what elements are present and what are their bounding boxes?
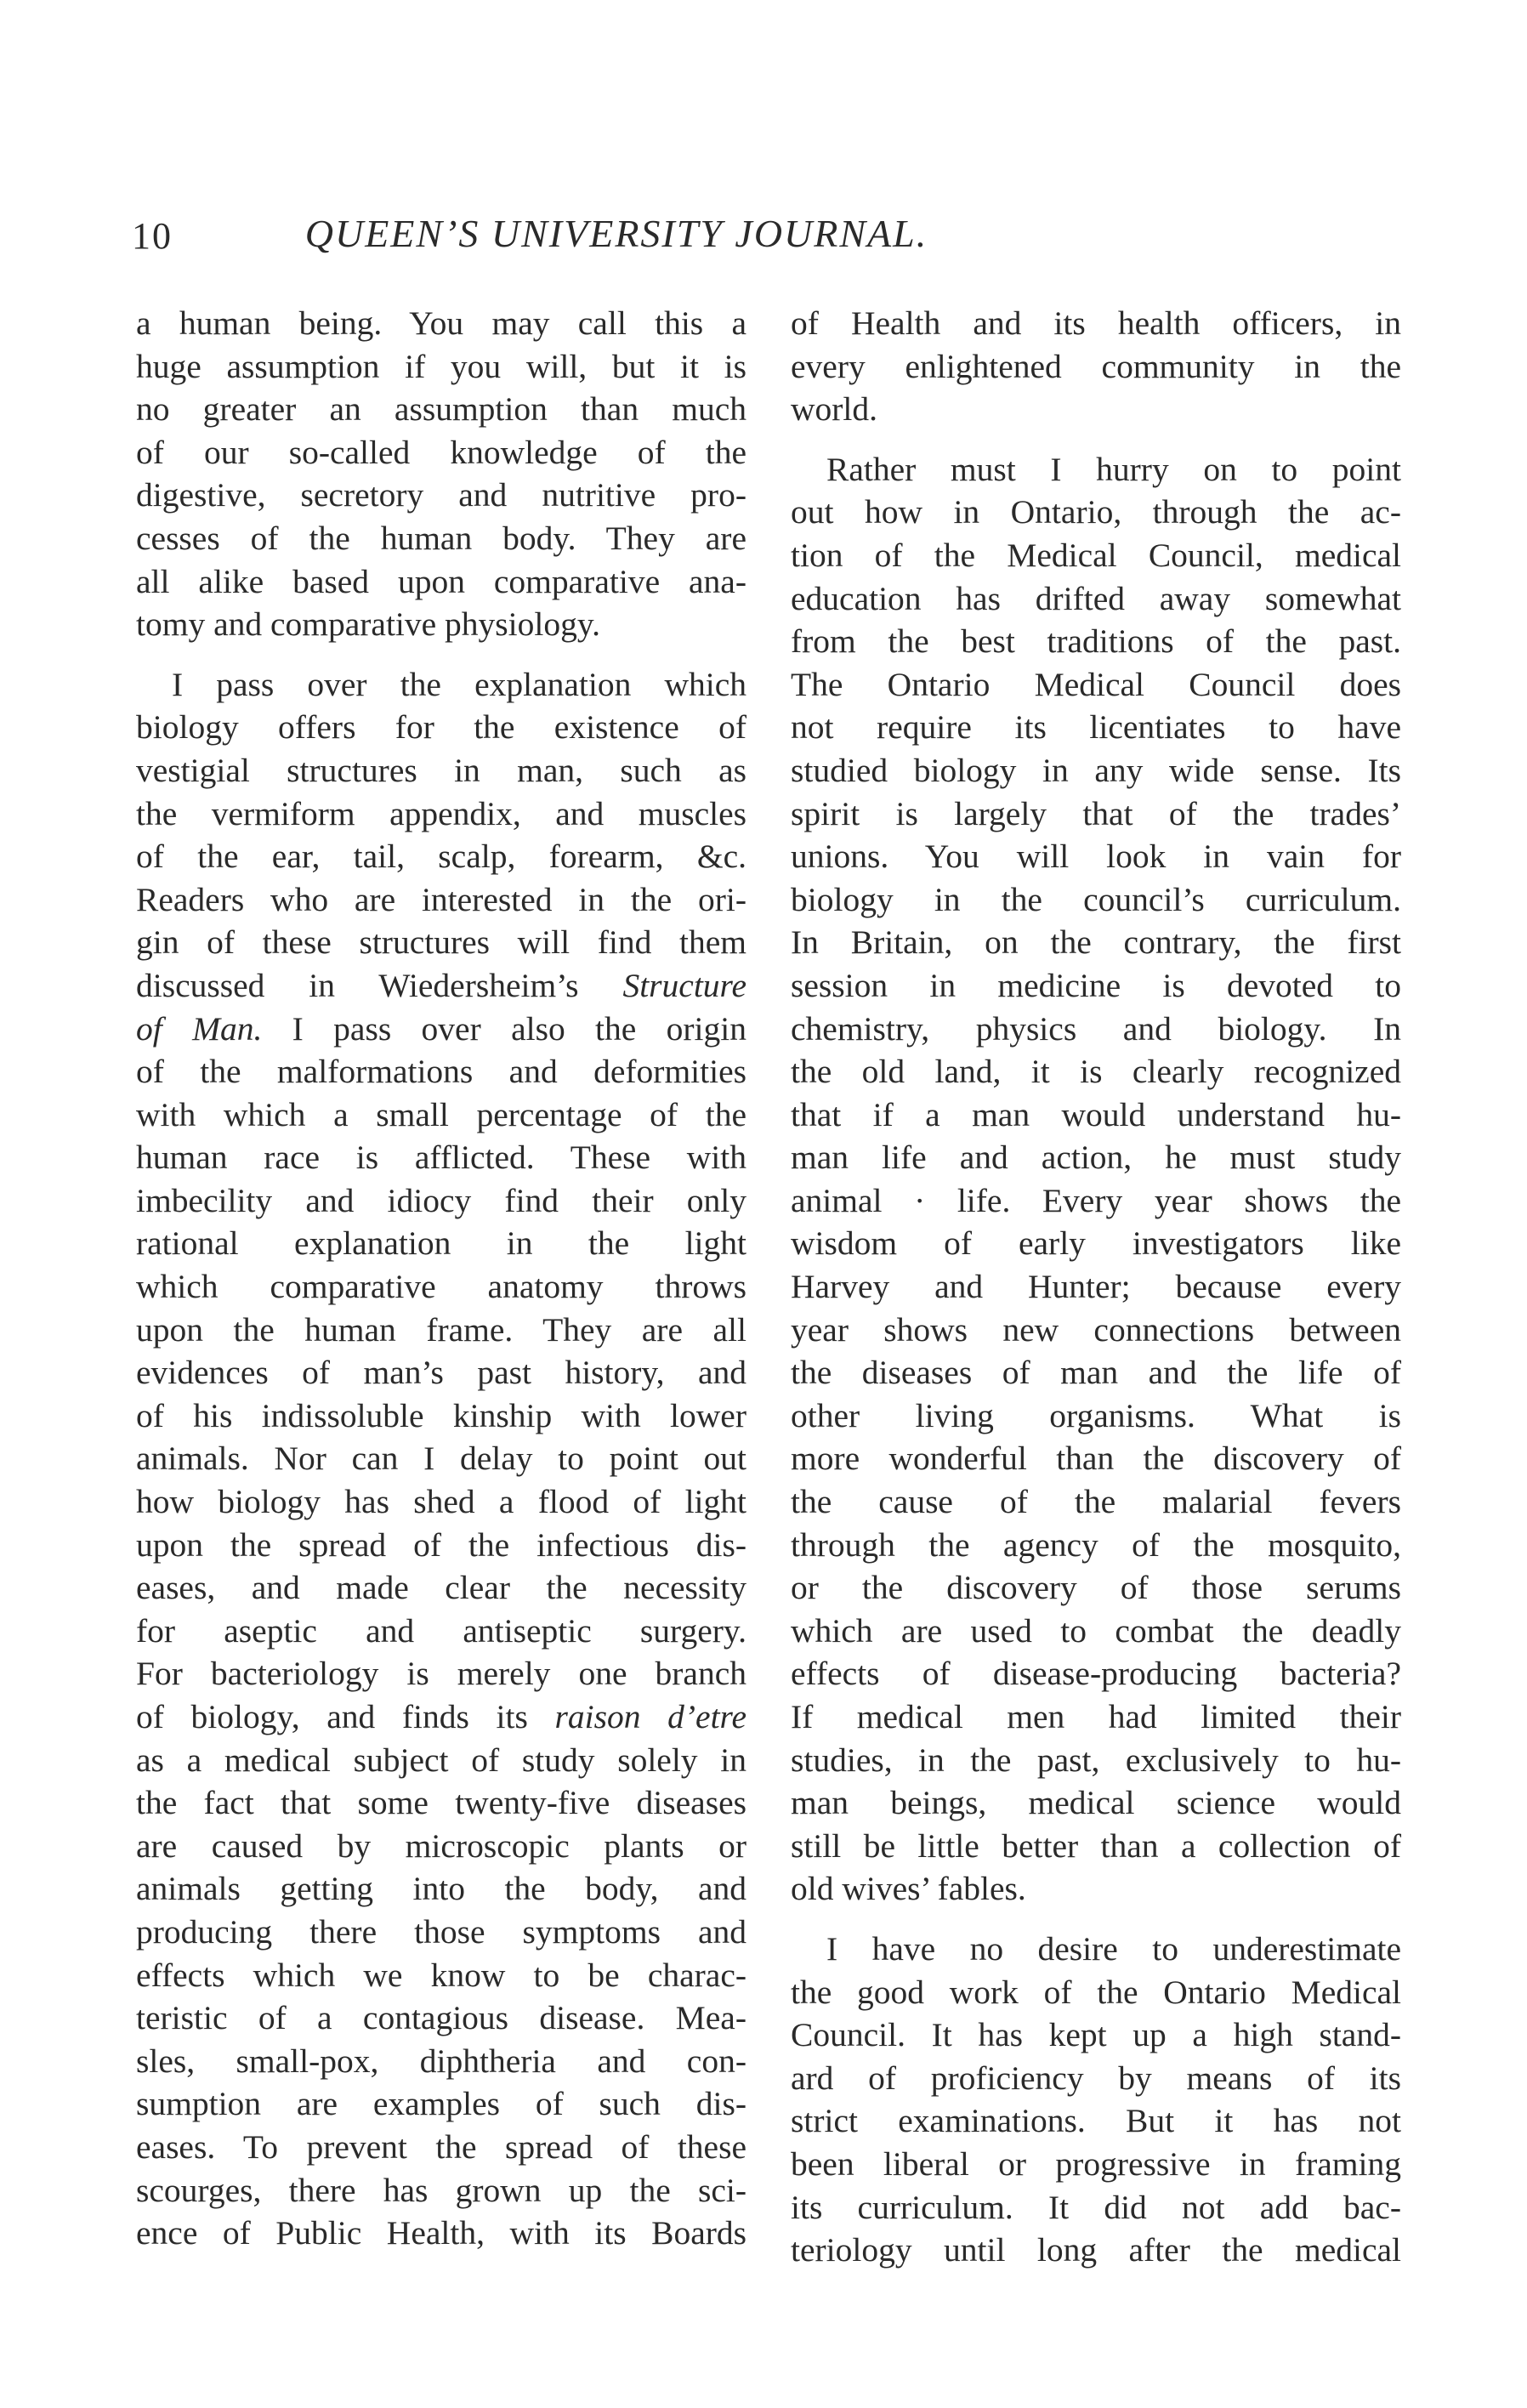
text-line: digestive, secretory and nutritive pro- (136, 476, 746, 514)
text-line: the fact that some twenty-five diseases (136, 1784, 746, 1822)
text-line: tomy and comparative physiology. (136, 605, 600, 644)
text-line: which comparative anatomy throws (136, 1268, 746, 1306)
text-line: all alike based upon comparative ana- (136, 562, 746, 600)
text-line: or the discovery of those serums (791, 1569, 1401, 1607)
text-line: animal · life. Every year shows the (791, 1181, 1401, 1219)
text-line: imbecility and idiocy find their only (136, 1181, 746, 1219)
text-line: effects which we know to be charac- (136, 1956, 746, 1994)
text-line: of Health and its health officers, in (791, 304, 1401, 342)
text-line (136, 1008, 746, 1051)
text-line: more wonderful than the discovery of (791, 1440, 1401, 1478)
text-line: biology offers for the existence of (136, 708, 746, 747)
text-line: its curriculum. It did not add bac- (791, 2188, 1401, 2226)
text-line: of the malformations and deformities (136, 1053, 746, 1091)
text-line: studied biology in any wide sense. Its (791, 751, 1401, 789)
text-line: that if a man would understand hu- (791, 1095, 1401, 1133)
text-line: human race is afflicted. These with (136, 1139, 746, 1177)
text-line: gin of these structures will find them (136, 923, 746, 962)
text-line: the vermiform appendix, and muscles (136, 794, 746, 832)
text-line: been liberal or progressive in framing (791, 2144, 1401, 2183)
left-column (136, 302, 746, 2255)
text-line: Rather must I hurry on to point (826, 450, 1401, 488)
text-line: studies, in the past, exclusively to hu- (791, 1741, 1401, 1779)
text-line: spirit is largely that of the trades’ (791, 794, 1401, 832)
text-line: tion of the Medical Council, medical (791, 536, 1401, 574)
text-line: old wives’ fables. (791, 1870, 1026, 1908)
text-line: upon the human frame. They are all (136, 1310, 746, 1349)
text-line: Council. It has kept up a high stand- (791, 2016, 1401, 2054)
text-line: which are used to combat the deadly (791, 1611, 1401, 1650)
text-line: cesses of the human body. They are (136, 519, 746, 557)
text-line: out how in Ontario, through the ac- (791, 493, 1401, 531)
text-line: For bacteriology is merely one branch (136, 1655, 746, 1693)
text-line: I have no desire to underestimate (826, 1929, 1401, 1968)
text-line: animals. Nor can I delay to point out (136, 1440, 746, 1478)
text-line: a human being. You may call this a (136, 304, 746, 342)
text-line: the cause of the malarial fevers (791, 1483, 1401, 1521)
text-line: huge assumption if you will, but it is (136, 347, 746, 385)
text-line: teriology until long after the medical (791, 2231, 1401, 2269)
text-line: effects of disease-producing bacteria? (791, 1655, 1401, 1693)
page-number: 10 (132, 215, 173, 257)
text-line: are caused by microscopic plants or (136, 1826, 746, 1865)
text-line: world. (791, 390, 878, 429)
text-line: year shows new connections between (791, 1310, 1401, 1349)
text-line: man life and action, he must study (791, 1139, 1401, 1177)
text-line: still be little better than a collection of (791, 1826, 1401, 1865)
text-line: of our so-called knowledge of the (136, 433, 746, 471)
text-line: producing there those symptoms and (136, 1912, 746, 1951)
text-line: Readers who are interested in the ori- (136, 880, 746, 918)
text-line: not require its licentiates to have (791, 708, 1401, 747)
text-line: upon the spread of the infectious dis- (136, 1525, 746, 1564)
text-line: teristic of a contagious disease. Mea- (136, 1999, 746, 2037)
text-line: of his indissoluble kinship with lower (136, 1396, 746, 1434)
text-line: how biology has shed a flood of light (136, 1483, 746, 1521)
text-line: biology in the council’s curriculum. (791, 880, 1401, 918)
text-line: every enlightened community in the (791, 347, 1401, 385)
italic-title: of Man. (136, 1009, 263, 1048)
text-line: wisdom of early investigators like (791, 1224, 1401, 1263)
text-segment: of biology, and finds its (136, 1698, 555, 1735)
text-line: no greater an assumption than much (136, 390, 746, 429)
text-line: eases. To prevent the spread of these (136, 2127, 746, 2166)
text-line: Harvey and Hunter; because every (791, 1268, 1401, 1306)
italic-title: Structure (622, 966, 746, 1004)
text-line: other living organisms. What is (791, 1396, 1401, 1434)
text-line (136, 1695, 746, 1739)
italic-phrase: raison d’etre (554, 1698, 746, 1735)
text-segment: I pass over also the origin (262, 1009, 746, 1048)
text-line: with which a small percentage of the (136, 1095, 746, 1133)
text-line: through the agency of the mosquito, (791, 1525, 1401, 1564)
text-line: sles, small-pox, diphtheria and con- (136, 2042, 746, 2080)
text-line: eases, and made clear the necessity (136, 1569, 746, 1607)
text-line: the good work of the Ontario Medical (791, 1973, 1401, 2011)
text-line: sumption are examples of such dis- (136, 2085, 746, 2123)
text-line: education has drifted away somewhat (791, 579, 1401, 617)
text-line: from the best traditions of the past. (791, 622, 1401, 661)
text-line: man beings, medical science would (791, 1784, 1401, 1822)
text-line: as a medical subject of study solely in (136, 1741, 746, 1779)
text-line: rational explanation in the light (136, 1224, 746, 1263)
text-line: evidences of man’s past history, and (136, 1354, 746, 1392)
text-line: animals getting into the body, and (136, 1870, 746, 1908)
text-line: of the ear, tail, scalp, forearm, &c. (136, 838, 746, 876)
text-line: the diseases of man and the life of (791, 1354, 1401, 1392)
text-line: the old land, it is clearly recognized (791, 1053, 1401, 1091)
right-column (791, 302, 1401, 2272)
text-line: strict examinations. But it has not (791, 2102, 1401, 2140)
text-line: ard of proficiency by means of its (791, 2059, 1401, 2097)
text-segment: discussed in Wiedersheim’s (136, 966, 623, 1004)
text-line: for aseptic and antiseptic surgery. (136, 1611, 746, 1650)
text-line (136, 964, 746, 1008)
text-line: session in medicine is devoted to (791, 966, 1401, 1004)
text-line: unions. You will look in vain for (791, 838, 1401, 876)
text-line: vestigial structures in man, such as (136, 751, 746, 789)
text-line: In Britain, on the contrary, the first (791, 923, 1401, 962)
text-line: If medical men had limited their (791, 1698, 1401, 1735)
text-line: scourges, there has grown up the sci- (136, 2171, 746, 2209)
journal-title: QUEEN’S UNIVERSITY JOURNAL. (304, 212, 928, 255)
text-line: The Ontario Medical Council does (791, 665, 1401, 703)
running-head (132, 211, 1101, 262)
text-line: chemistry, physics and biology. In (791, 1009, 1401, 1048)
text-line: I pass over the explanation which (172, 665, 746, 703)
text-line: ence of Public Health, with its Boards (136, 2214, 746, 2252)
